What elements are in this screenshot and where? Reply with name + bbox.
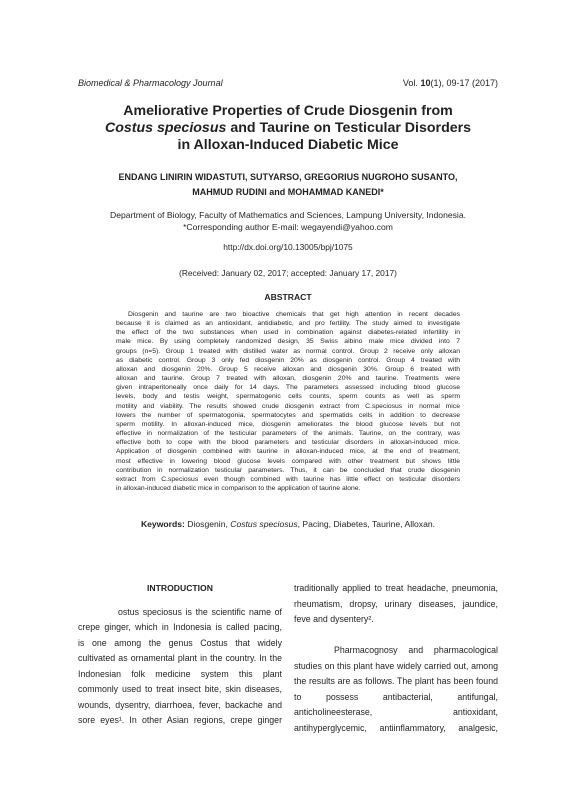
keywords-label: Keywords: (140, 519, 185, 529)
body-line: sore eyes¹. In other Asian regions, crepe ginger (78, 715, 282, 725)
body-line: crepe ginger, which in Indonesia is called pacing, (78, 622, 282, 632)
body-line: commonly used to treat insect bite, skin diseases, (78, 684, 282, 694)
author-list (60, 170, 516, 200)
body-line: the results are as follows. The plant has been found (294, 676, 498, 686)
corresponding-author: *Corresponding author E-mail: wegayendi@yahoo.com (183, 222, 393, 232)
body-line: ostus speciosus is the scientific name of (118, 606, 282, 617)
title-line-3: in Alloxan-Induced Diabetic Mice (177, 137, 399, 153)
abstract-line: effective in normalization of the testicular parameters of the animals. Taurine, on the contrary, was (116, 430, 460, 438)
abstract-line: groups (n=5). Group 1 treated with distilled water as normal control. Group 2 receive only alloxan (116, 347, 460, 355)
left-column (78, 581, 282, 729)
abstract-line: the effect of the two substances when used in combination against diabetes-related infertility in (116, 329, 460, 337)
title-line-2 (60, 120, 516, 137)
body-line: anticholineesterase, antioxidant, (294, 707, 498, 717)
body-line: antihyperglycemic, antiinflammatory, analgesic, (294, 722, 498, 733)
volume-number: 10 (420, 78, 431, 88)
body-line: rheumatism, dropsy, urinary diseases, jaundice, (294, 598, 498, 609)
body-line: traditionally applied to treat headache, pneumonia, (294, 583, 498, 593)
body-line: feve and dysentery². (294, 614, 374, 624)
abstract-heading: ABSTRACT (264, 292, 312, 302)
abstract-line: extract from C.speciosus even though combined with taurine has little effect on testicular disorders (116, 475, 460, 483)
abstract-line: alloxan and taurine. Group 7 treated with alloxan, diosgenin 20% and taurine. Treatments were (116, 375, 460, 383)
abstract-line: Application of diosgenin combined with taurine in alloxan-induced mice, at the end of treatment, (116, 448, 460, 456)
title-line-1: Ameliorative Properties of Crude Diosgenin from (123, 103, 453, 119)
abstract-line: Diosgenin and taurine are two bioactive chemicals that get high attention in recent decades (128, 311, 460, 318)
authors-line-1: ENDANG LINIRIN WIDASTUTI, SUTYARSO, GREGORIUS NUGROHO SUSANTO, (118, 172, 458, 182)
title-species: Costus speciosus (104, 120, 227, 136)
title-line-2-rest: and Taurine on Testicular Disorders (226, 120, 472, 136)
keywords-part-1: Diosgenin, (184, 519, 231, 529)
abstract-line: as diabetic control. Group 3 only fed diosgenin 20% as diosgenin control. Group 4 treated with (116, 356, 460, 364)
volume-prefix: Vol. (402, 78, 421, 88)
volume-suffix: (1), 09-17 (2017) (430, 78, 498, 88)
abstract-line: male mice. By using completely randomized design, 35 Swiss albino male mice divided into 7 (116, 338, 460, 346)
keywords-species: Costus speciosus (230, 519, 298, 529)
introduction-heading: INTRODUCTION (147, 583, 213, 593)
abstract-body (116, 310, 460, 493)
body-line: is one among the genus Costus that widely (78, 637, 282, 648)
abstract-line: in alloxan-induced diabetic mice in comparison to the application of taurine alone. (116, 484, 361, 492)
volume-info (403, 78, 498, 88)
body-line: Indonesian folk medicine system this plant (78, 668, 282, 679)
received-dates: (Received: January 02, 2017; accepted: January 17, 2017) (179, 268, 397, 278)
abstract-line: lowers the number of spermatogonia, spermatocytes and spermatids cells in addition to decrease (116, 411, 460, 419)
affiliation-line: Department of Biology, Faculty of Mathematics and Sciences, Lampung University, Indonesia. (109, 210, 467, 220)
abstract-line: contribution in normalization testicular parameters. Thus, it can be concluded that crude diosgenin (116, 466, 460, 474)
abstract-line: given intraperitoneally once daily for 14 days. The parameters assessed including blood glucose (116, 384, 460, 392)
abstract-line: effective both to cope with the blood parameters and testicular disorders in alloxan-induced mice. (116, 439, 460, 447)
abstract-line: because it is claimed as an antioxidant, antidiabetic, and pro fertility. The study aimed to investigate (116, 320, 460, 328)
doi-link[interactable]: http://dx.doi.org/10.13005/bpj/1075 (223, 242, 353, 252)
body-line: studies on this plant have widely carried out, among (294, 660, 498, 671)
abstract-line: alloxan and diosgenin 20%. Group 5 receive alloxan and diosgenin 30%. Group 6 treated with (116, 365, 460, 373)
abstract-line: most effective in lowering blood glucose levels compared with other treatment but shows little (116, 457, 460, 465)
keywords (60, 519, 516, 529)
affiliation (60, 209, 516, 233)
right-column (294, 581, 498, 736)
body-line: wounds, dysentry, diarrhoea, fever, backache and (78, 699, 282, 710)
abstract-line: sperm motility. In alloxan-induced mice, diosgenin ameliorates the blood glucose levels but not (116, 420, 460, 428)
keywords-part-2: , Pacing, Diabetes, Taurine, Alloxan. (297, 519, 436, 529)
abstract-line: motility and viability. The results showed crude diosgenin extract from C.speciosus in normal mice (116, 402, 460, 410)
body-line: Pharmacognosy and pharmacological (334, 645, 498, 655)
authors-line-2: MAHMUD RUDINI and MOHAMMAD KANEDI* (192, 187, 384, 197)
paragraph-gap (294, 628, 498, 644)
abstract-line: levels, body and testis weight, spermatogenic cells counts, sperm counts as well as sperm (116, 393, 460, 401)
journal-name: Biomedical & Pharmacology Journal (78, 78, 223, 88)
paper-title (60, 103, 516, 154)
body-line: cultivated as ornamental plant in the country. In the (78, 653, 282, 663)
body-line: to possess antibacterial, antifungal, (294, 691, 498, 702)
